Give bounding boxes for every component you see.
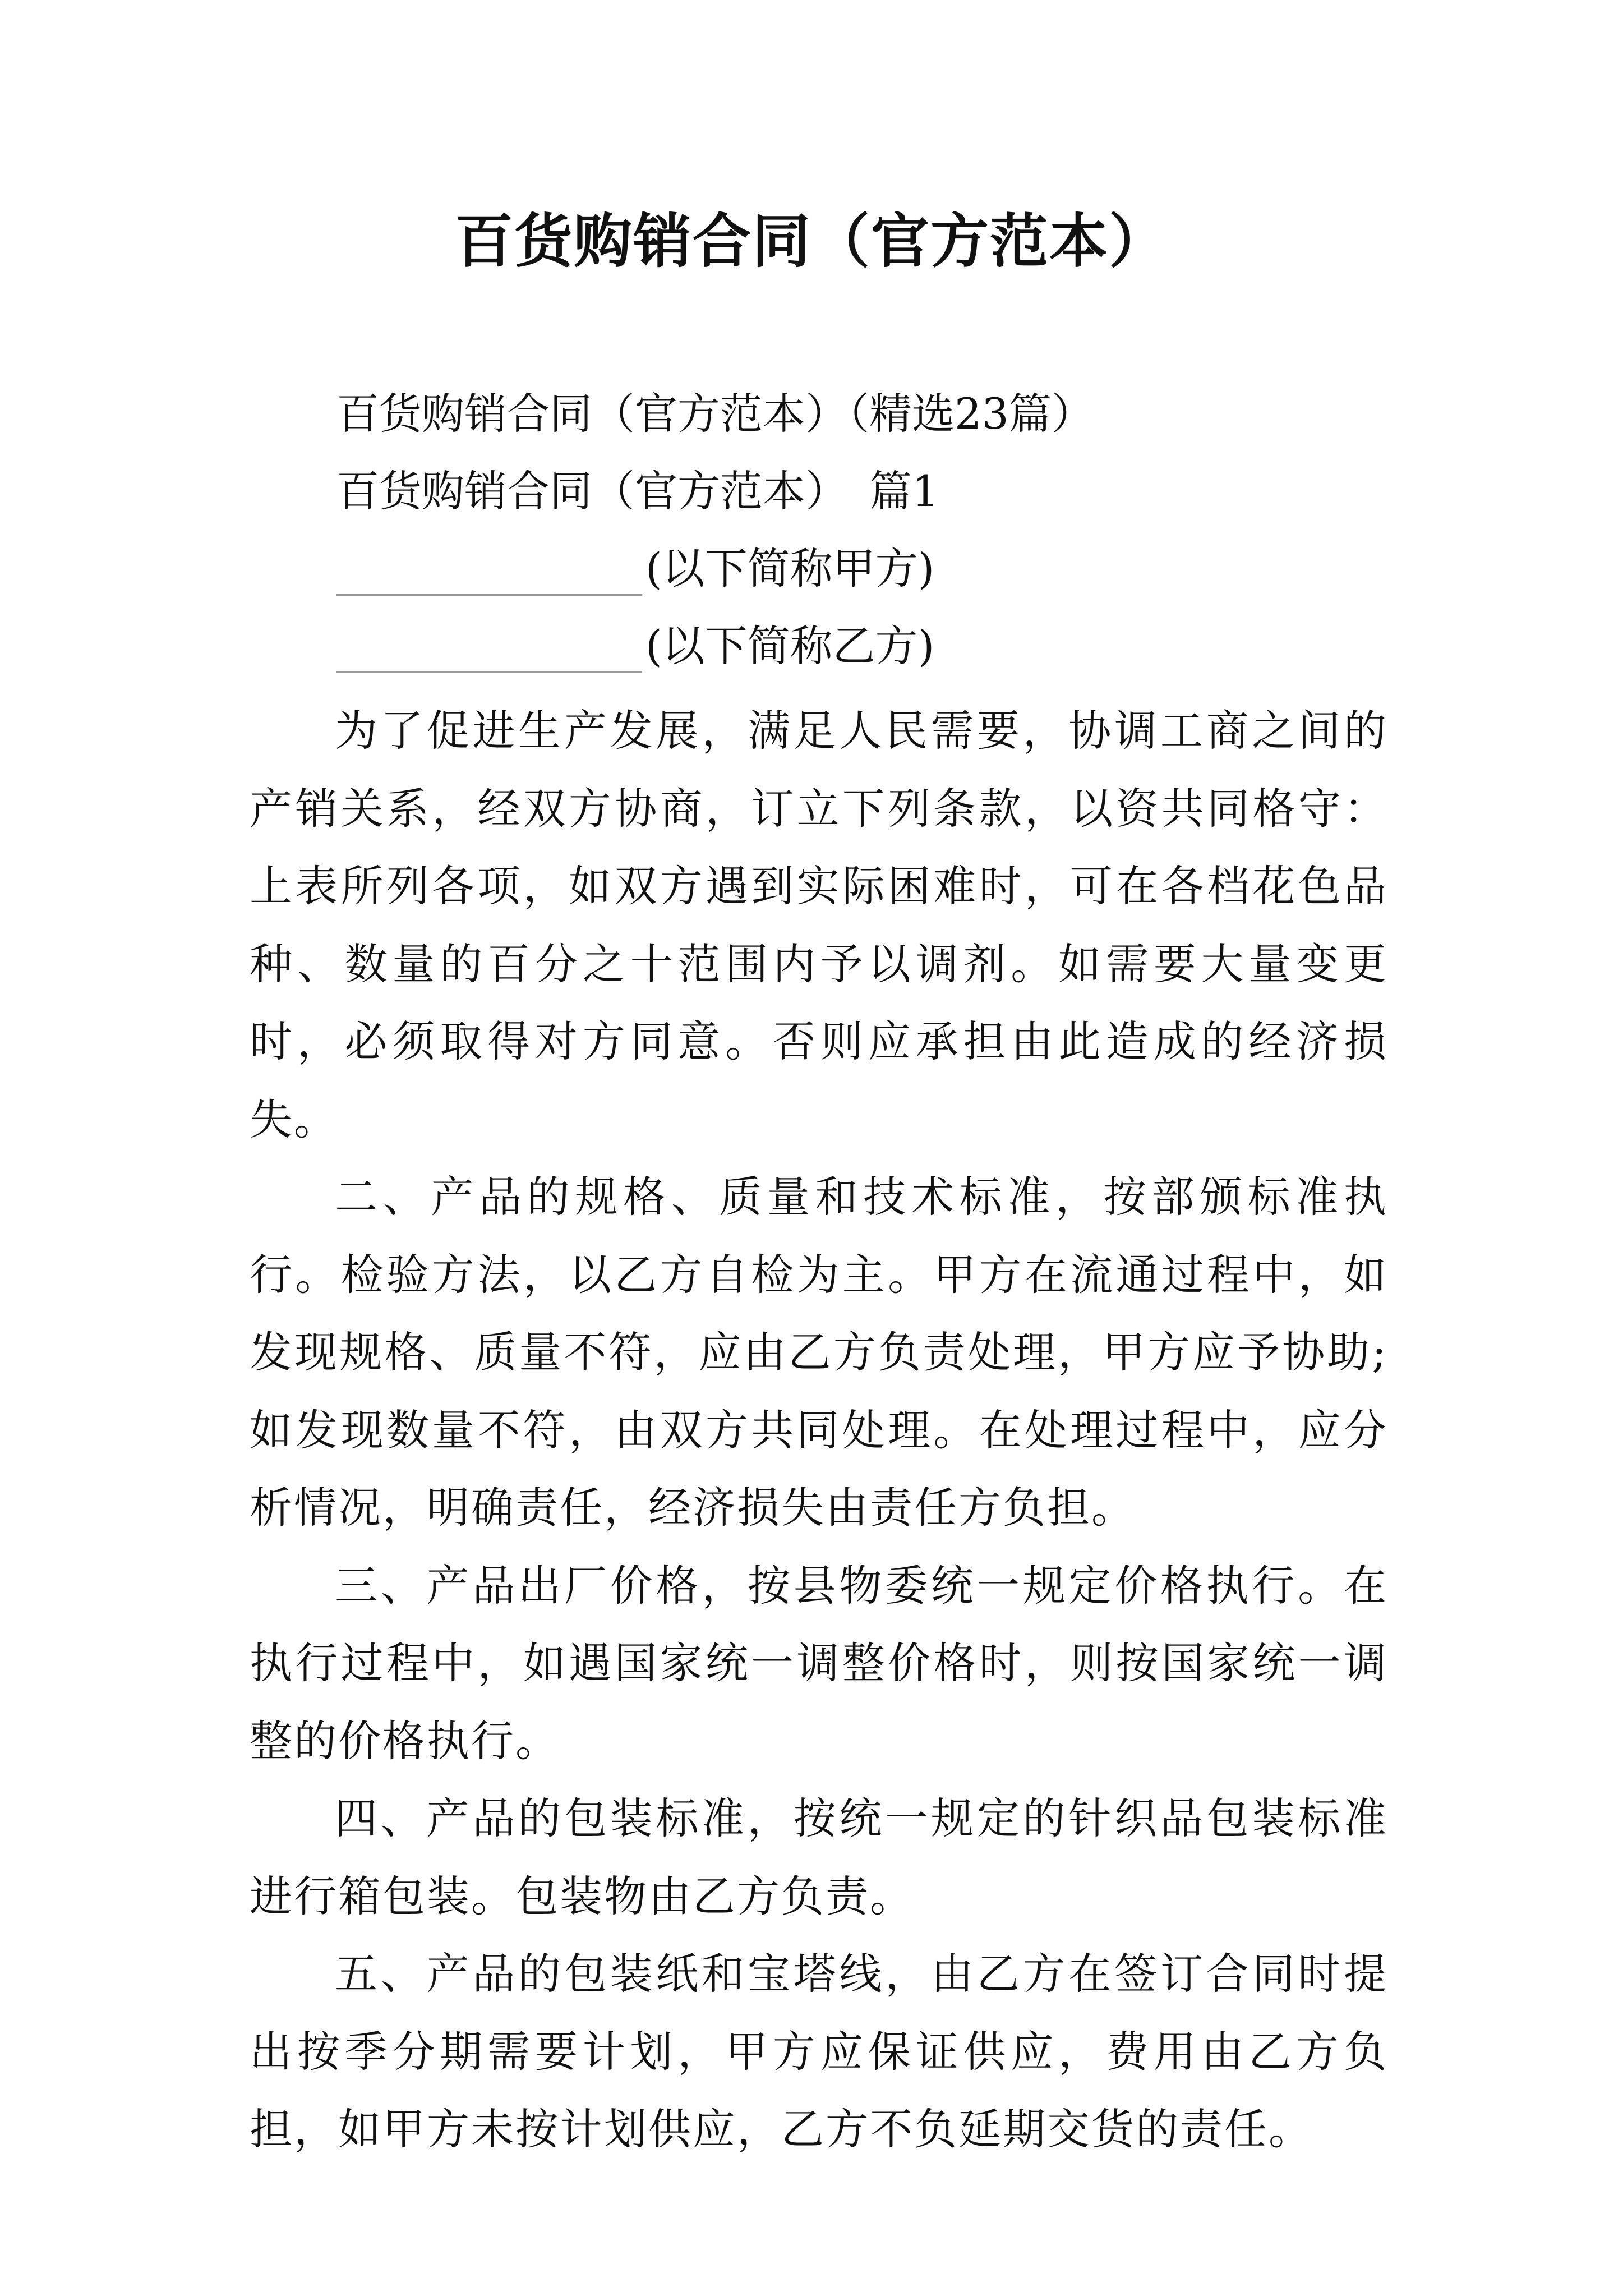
paragraph-clause-3: 三、产品出厂价格，按县物委统一规定价格执行。在执行过程中，如遇国家统一调整价格时，则按国家统一调整的价格执行。 bbox=[250, 1560, 1388, 1766]
document-subtitle: 百货购销合同（官方范本）（精选23篇） bbox=[336, 389, 1094, 439]
party-b-blank bbox=[336, 632, 642, 673]
party-a-line bbox=[336, 542, 934, 596]
paragraph-preamble: 为了促进生产发展，满足人民需要，协调工商之间的产销关系，经双方协商，订立下列条款，以资共同格守：上表所列各项，如双方遇到实际困难时，可在各档花色品种、数量的百分之十范围内予以调剂。如需要大量变更时，必须取得对方同意。否则应承担由此造成的经济损失。 bbox=[250, 706, 1388, 1144]
party-a-blank bbox=[336, 555, 642, 596]
section-heading: 百货购销合同（官方范本） 篇1 bbox=[336, 466, 939, 516]
contract-body bbox=[250, 692, 1388, 2169]
party-b-line bbox=[336, 619, 934, 673]
paragraph-clause-4: 四、产品的包装标准，按统一规定的针织品包装标准进行箱包装。包装物由乙方负责。 bbox=[250, 1793, 1388, 1921]
paragraph-clause-5: 五、产品的包装纸和宝塔线，由乙方在签订合同时提出按季分期需要计划，甲方应保证供应，费用由乙方负担，如甲方未按计划供应，乙方不负延期交货的责任。 bbox=[250, 1949, 1388, 2154]
party-a-label: (以下简称甲方) bbox=[645, 544, 935, 593]
paragraph-clause-2: 二、产品的规格、质量和技术标准，按部颁标准执行。检验方法，以乙方自检为主。甲方在流通过程中，如发现规格、质量不符，应由乙方负责处理，甲方应予协助;如发现数量不符，由双方共同处理。在处理过程中，应分析情况，明确责任，经济损失由责任方负担。 bbox=[250, 1172, 1388, 1533]
party-b-label: (以下简称乙方) bbox=[645, 621, 935, 671]
document-title: 百货购销合同（官方范本） bbox=[454, 206, 1168, 275]
